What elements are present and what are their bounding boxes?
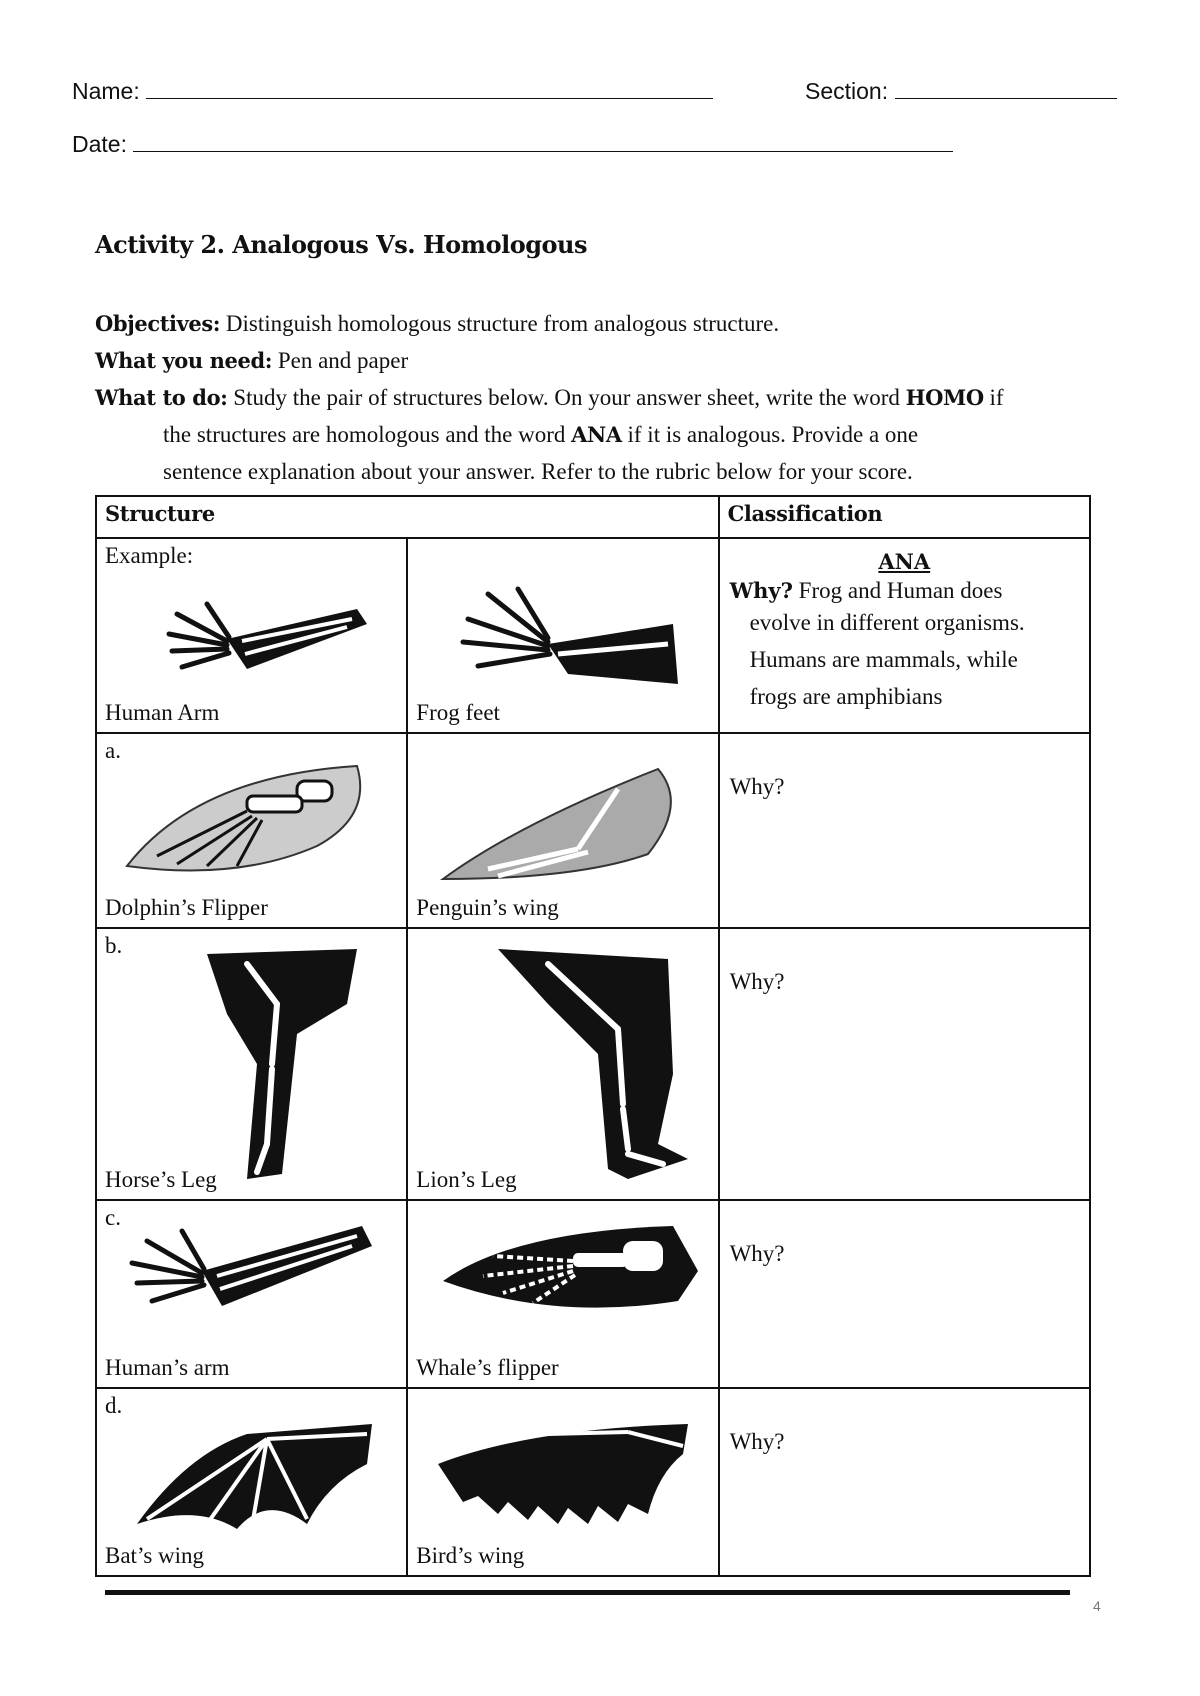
todo-ana: ANA (571, 422, 622, 447)
todo-line-3 (95, 453, 1163, 490)
todo-text-2: if (989, 385, 1004, 410)
need-line (95, 342, 1095, 379)
todo-homo: HOMO (905, 385, 984, 410)
footer-rule (105, 1590, 1070, 1595)
left-structure-label: Bat’s wing (105, 1543, 205, 1568)
todo-text-3: the structures are homologous and the word (163, 422, 566, 447)
why-text-2: evolve in different organisms. (749, 610, 1025, 635)
classification-header: Classification (719, 496, 1090, 538)
need-text: Pen and paper (277, 348, 409, 373)
row-d-right-cell (407, 1388, 718, 1576)
row-d-classification-cell (719, 1388, 1090, 1576)
objectives-line (95, 305, 1095, 342)
horse-leg-illustration (187, 944, 367, 1184)
right-structure-label: Frog feet (416, 700, 500, 725)
left-structure-label: Dolphin’s Flipper (105, 895, 268, 920)
example-answer: ANA (878, 549, 931, 574)
table-row (96, 538, 1090, 733)
row-a-classification-cell (719, 733, 1090, 928)
penguin-wing-illustration (428, 754, 698, 894)
structures-table (95, 495, 1091, 1577)
todo-text-4: if it is analogous. Provide a one (627, 422, 919, 447)
row-tag: Example: (105, 543, 194, 568)
row-b-left-cell (96, 928, 407, 1200)
need-label: What you need: (95, 348, 273, 373)
left-structure-label: Human’s arm (105, 1355, 230, 1380)
row-tag: b. (105, 933, 123, 958)
row-a-right-cell (407, 733, 718, 928)
dolphin-flipper-illustration (117, 756, 377, 886)
row-c-classification-cell (719, 1200, 1090, 1388)
why-label: Why? (729, 578, 793, 603)
activity-title: Activity 2. Analogous Vs. Homologous (95, 230, 587, 259)
row-tag: c. (105, 1205, 121, 1230)
human-arm-illustration (157, 579, 377, 689)
todo-line-2 (95, 416, 1163, 453)
name-input-line[interactable] (146, 80, 713, 99)
why-label: Why? (729, 1241, 785, 1266)
row-a-left-cell (96, 733, 407, 928)
bat-wing-illustration (127, 1414, 377, 1544)
todo-text-5: sentence explanation about your answer. Refer to the rubric below for your score. (163, 459, 913, 484)
structure-header: Structure (96, 496, 719, 538)
section-input-line[interactable] (895, 80, 1117, 99)
example-left-cell (96, 538, 407, 733)
table-row (96, 1388, 1090, 1576)
date-input-line[interactable] (133, 133, 953, 152)
whale-flipper-illustration (433, 1211, 703, 1331)
date-label: Date: (72, 131, 127, 157)
example-right-cell (407, 538, 718, 733)
why-text-4: frogs are amphibians (749, 684, 943, 709)
row-b-right-cell (407, 928, 718, 1200)
table-row (96, 928, 1090, 1200)
why-label: Why? (729, 774, 785, 799)
right-structure-label: Penguin’s wing (416, 895, 559, 920)
todo-label: What to do: (95, 385, 228, 410)
why-text-1: Frog and Human does (798, 578, 1003, 603)
objectives-text: Distinguish homologous structure from analogous structure. (225, 311, 780, 336)
human-arm-illustration (122, 1211, 382, 1331)
table-header-row (96, 496, 1090, 538)
name-label: Name: (72, 78, 140, 104)
row-c-right-cell (407, 1200, 718, 1388)
bird-wing-illustration (428, 1414, 698, 1534)
left-structure-label: Human Arm (105, 700, 220, 725)
right-structure-label: Bird’s wing (416, 1543, 525, 1568)
date-field-row (72, 131, 953, 158)
name-field-row (72, 78, 713, 105)
page-number: 4 (1093, 1598, 1101, 1614)
lion-leg-illustration (488, 944, 688, 1184)
right-structure-label: Whale’s flipper (416, 1355, 559, 1380)
left-structure-label: Horse’s Leg (105, 1167, 217, 1192)
todo-text-1: Study the pair of structures below. On your answer sheet, write the word (233, 385, 900, 410)
frog-foot-illustration (448, 574, 688, 694)
why-text-3: Humans are mammals, while (749, 647, 1018, 672)
table-row (96, 1200, 1090, 1388)
row-d-left-cell (96, 1388, 407, 1576)
why-label: Why? (729, 1429, 785, 1454)
table-row (96, 733, 1090, 928)
row-tag: d. (105, 1393, 123, 1418)
example-classification-cell (719, 538, 1090, 733)
row-b-classification-cell (719, 928, 1090, 1200)
todo-line-1 (95, 379, 1095, 416)
objectives-label: Objectives: (95, 311, 221, 336)
right-structure-label: Lion’s Leg (416, 1167, 517, 1192)
row-c-left-cell (96, 1200, 407, 1388)
why-label: Why? (729, 969, 785, 994)
section-field-row (805, 78, 1117, 105)
row-tag: a. (105, 738, 121, 763)
section-label: Section: (805, 78, 889, 104)
